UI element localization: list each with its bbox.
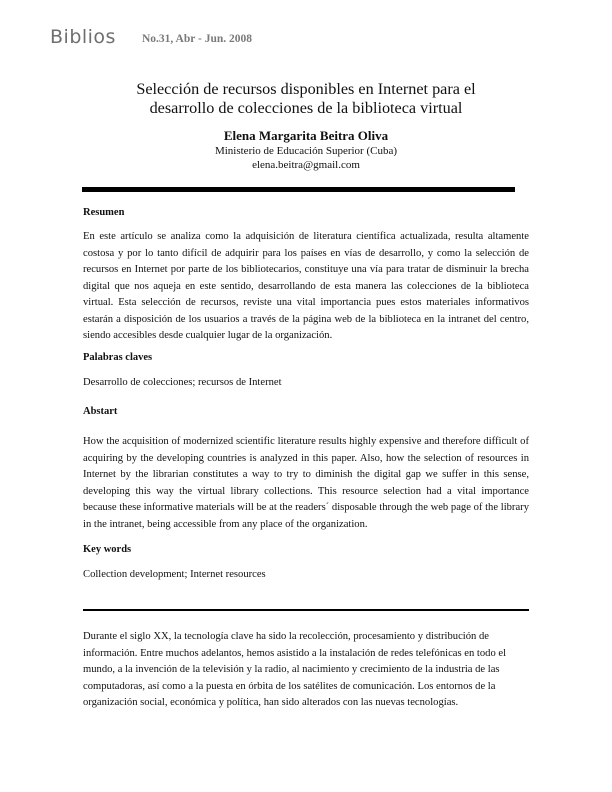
palabras-claves-heading: Palabras claves	[83, 352, 153, 363]
resumen-section	[83, 206, 529, 345]
author-name: Elena Margarita Beitra Oliva	[223, 128, 389, 143]
article-title	[60, 80, 552, 118]
author-email[interactable]: elena.beitra@gmail.com	[252, 159, 360, 171]
key-words-section	[83, 543, 529, 584]
journal-logo: Biblios	[50, 26, 116, 48]
key-words-heading: Key words	[83, 544, 132, 555]
article-title-line-1: Selección de recursos disponibles en Internet para el	[136, 80, 476, 98]
journal-header	[50, 26, 252, 48]
abstract-text: How the acquisition of modernized scientific literature results highly expensive and therefore difficult of acquiring by the developing countries is analyzed in this paper. Also, how the selection of resources in Internet by the librarian constitutes a way to try to diminish the digital gap we suffer in this sense, developing this way the virtual library collections. This resource selection had a vital importance because these informative materials will be at the readers´ disposable through the web page of the library in the intranet, being accessible from any place of the organization.	[83, 436, 529, 530]
key-words-text: Collection development; Internet resources	[83, 569, 266, 580]
issue-info: No.31, Abr - Jun. 2008	[141, 33, 252, 45]
title-divider	[82, 187, 515, 192]
abstract-heading: Abstart	[83, 406, 118, 417]
section-divider	[83, 609, 529, 611]
body-paragraph-1: Durante el siglo XX, la tecnología clave ha sido la recolección, procesamiento y distribución de información. Entre muchos adelantos, hemos asistido a la instalación de redes telefónicas en todo el mundo, a la invención de la televisión y la radio, al nacimiento y crecimiento de la industria de las computadoras, así como a la puesta en órbita de los satélites de comunicación. Los entornos de la organización social, económica y política, han sido alterados con las nuevas tecnologías.	[83, 631, 507, 709]
author-block	[60, 128, 552, 172]
article-title-line-2: desarrollo de colecciones de la biblioteca virtual	[149, 99, 463, 117]
palabras-claves-section	[83, 351, 529, 392]
abstract-section	[83, 405, 529, 533]
resumen-heading: Resumen	[83, 207, 125, 218]
resumen-text: En este artículo se analiza como la adquisición de literatura científica actualizada, resulta altamente costosa y por lo tanto difícil de adquirir para los países en vías de desarrollo, y como la selección de recursos en Internet por parte de los bibliotecarios, constituye una vía para tratar de disminuir la brecha digital que nos aqueja en este sentido, desarrollando de esta manera las colecciones de la biblioteca virtual. Esta selección de recursos, reviste una vital importancia pues estos materiales informativos estarán a disposición de los usuarios a través de la página web de la biblioteca en la intranet del centro, siendo accesibles desde cualquier lugar de la organización.	[83, 231, 529, 341]
author-affiliation: Ministerio de Educación Superior (Cuba)	[214, 145, 398, 157]
palabras-claves-text: Desarrollo de colecciones; recursos de Internet	[83, 377, 282, 388]
